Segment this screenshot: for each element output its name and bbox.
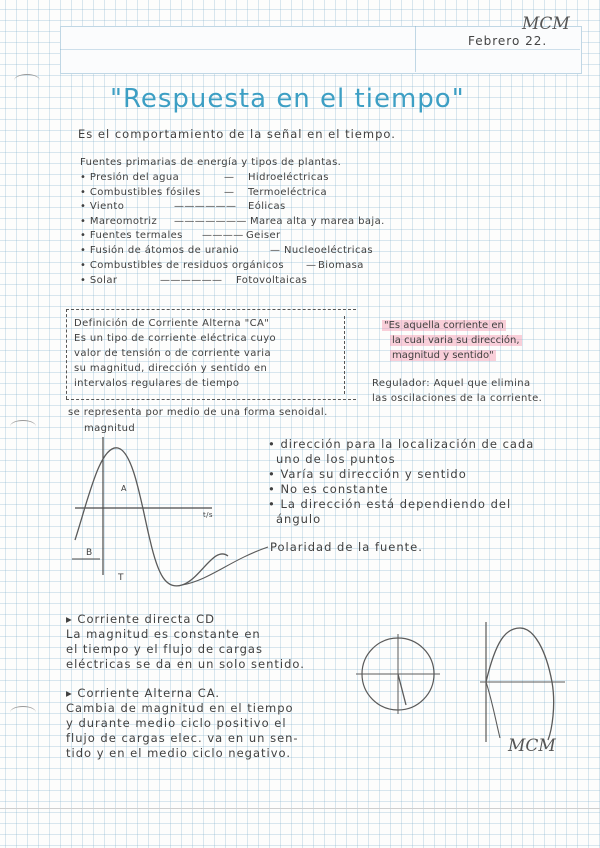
ac-line: Cambia de magnitud en el tiempo <box>66 701 294 715</box>
plant-item: Hidroeléctricas <box>248 172 329 183</box>
dc-heading: ▸ Corriente directa CD <box>66 612 216 626</box>
source-connector: ——————— <box>174 216 247 227</box>
source-item: • Fuentes termales <box>80 230 183 241</box>
ac-line: flujo de cargas elec. va en un sen- <box>66 731 299 745</box>
plant-item: Termoeléctrica <box>248 187 327 198</box>
dc-line: el tiempo y el flujo de cargas <box>66 642 263 656</box>
source-connector: — <box>306 260 317 271</box>
plant-item: Eólicas <box>248 201 286 212</box>
property-line: ángulo <box>276 512 322 526</box>
graph-label-t: T <box>118 573 124 583</box>
source-connector: —————— <box>174 201 237 212</box>
ac-definition-line: su magnitud, dirección y sentido en <box>74 363 268 374</box>
property-line: • No es constante <box>268 482 389 496</box>
source-connector: — <box>224 172 235 183</box>
source-connector: —————— <box>160 275 223 286</box>
page-date: Febrero 22. <box>468 34 548 48</box>
source-item: • Presión del agua <box>80 172 180 183</box>
graph-label-end: t/s <box>203 511 213 519</box>
definition-text: Es el comportamiento de la señal en el tiempo. <box>78 127 396 141</box>
graph-label-b: B <box>86 548 93 558</box>
plant-item: Geiser <box>246 230 281 241</box>
source-item: • Fusión de átomos de uranio <box>80 245 240 256</box>
source-item: • Mareomotriz <box>80 216 158 227</box>
ac-definition-line: intervalos regulares de tiempo <box>74 378 240 389</box>
plant-item: Marea alta y marea baja. <box>250 216 385 227</box>
plant-item: Biomasa <box>318 260 364 271</box>
source-item: • Solar <box>80 275 118 286</box>
ac-representation: se representa por medio de una forma senoidal. <box>68 407 328 418</box>
dc-line: eléctricas se da en un solo sentido. <box>66 657 305 671</box>
ac-definition-line: valor de tensión o de corriente varia <box>74 348 271 359</box>
source-connector: — <box>224 187 235 198</box>
ac-line: y durante medio ciclo positivo el <box>66 716 287 730</box>
ac-heading: ▸ Corriente Alterna CA. <box>66 686 221 700</box>
property-line: • dirección para la localización de cada <box>268 437 535 451</box>
regulator-line: Regulador: Aquel que elimina <box>372 378 531 389</box>
graph-label-a: A <box>121 484 127 493</box>
highlight-quote-line: "Es aquella corriente en <box>384 320 504 331</box>
page-bottom-edge <box>0 808 600 809</box>
regulator-line: las oscilaciones de la corriente. <box>372 393 543 404</box>
sources-heading: Fuentes primarias de energía y tipos de plantas. <box>80 157 342 168</box>
source-item: • Combustibles fósiles <box>80 187 201 198</box>
source-item: • Combustibles de residuos orgánicos <box>80 260 284 271</box>
graph-y-label: magnitud <box>84 423 136 434</box>
property-line: uno de los puntos <box>276 452 396 466</box>
signature-top: MCM <box>522 14 570 34</box>
page-title: "Respuesta en el tiempo" <box>110 84 465 114</box>
property-line: • Varía su dirección y sentido <box>268 467 467 481</box>
wave-curve-tail <box>486 682 500 738</box>
ac-line: tido y en el medio ciclo negativo. <box>66 746 292 760</box>
plant-item: Nucleoeléctricas <box>284 245 373 256</box>
dc-line: La magnitud es constante en <box>66 627 261 641</box>
source-item: • Viento <box>80 201 125 212</box>
ac-definition-line: Es un tipo de corriente eléctrica cuyo <box>74 333 277 344</box>
plant-item: Fotovoltaicas <box>236 275 308 286</box>
ac-definition-line: Definición de Corriente Alterna "CA" <box>74 318 270 329</box>
property-line: • La dirección está dependiendo del <box>268 497 512 511</box>
source-connector: ———— <box>202 230 244 241</box>
phasor-vector <box>398 674 406 705</box>
signature-bottom: MCM <box>508 736 556 756</box>
highlight-quote-line: la cual varia su dirección, <box>392 335 520 346</box>
source-connector: — <box>270 245 281 256</box>
highlight-quote-line: magnitud y sentido" <box>392 350 494 361</box>
polarity-label: Polaridad de la fuente. <box>270 540 423 554</box>
